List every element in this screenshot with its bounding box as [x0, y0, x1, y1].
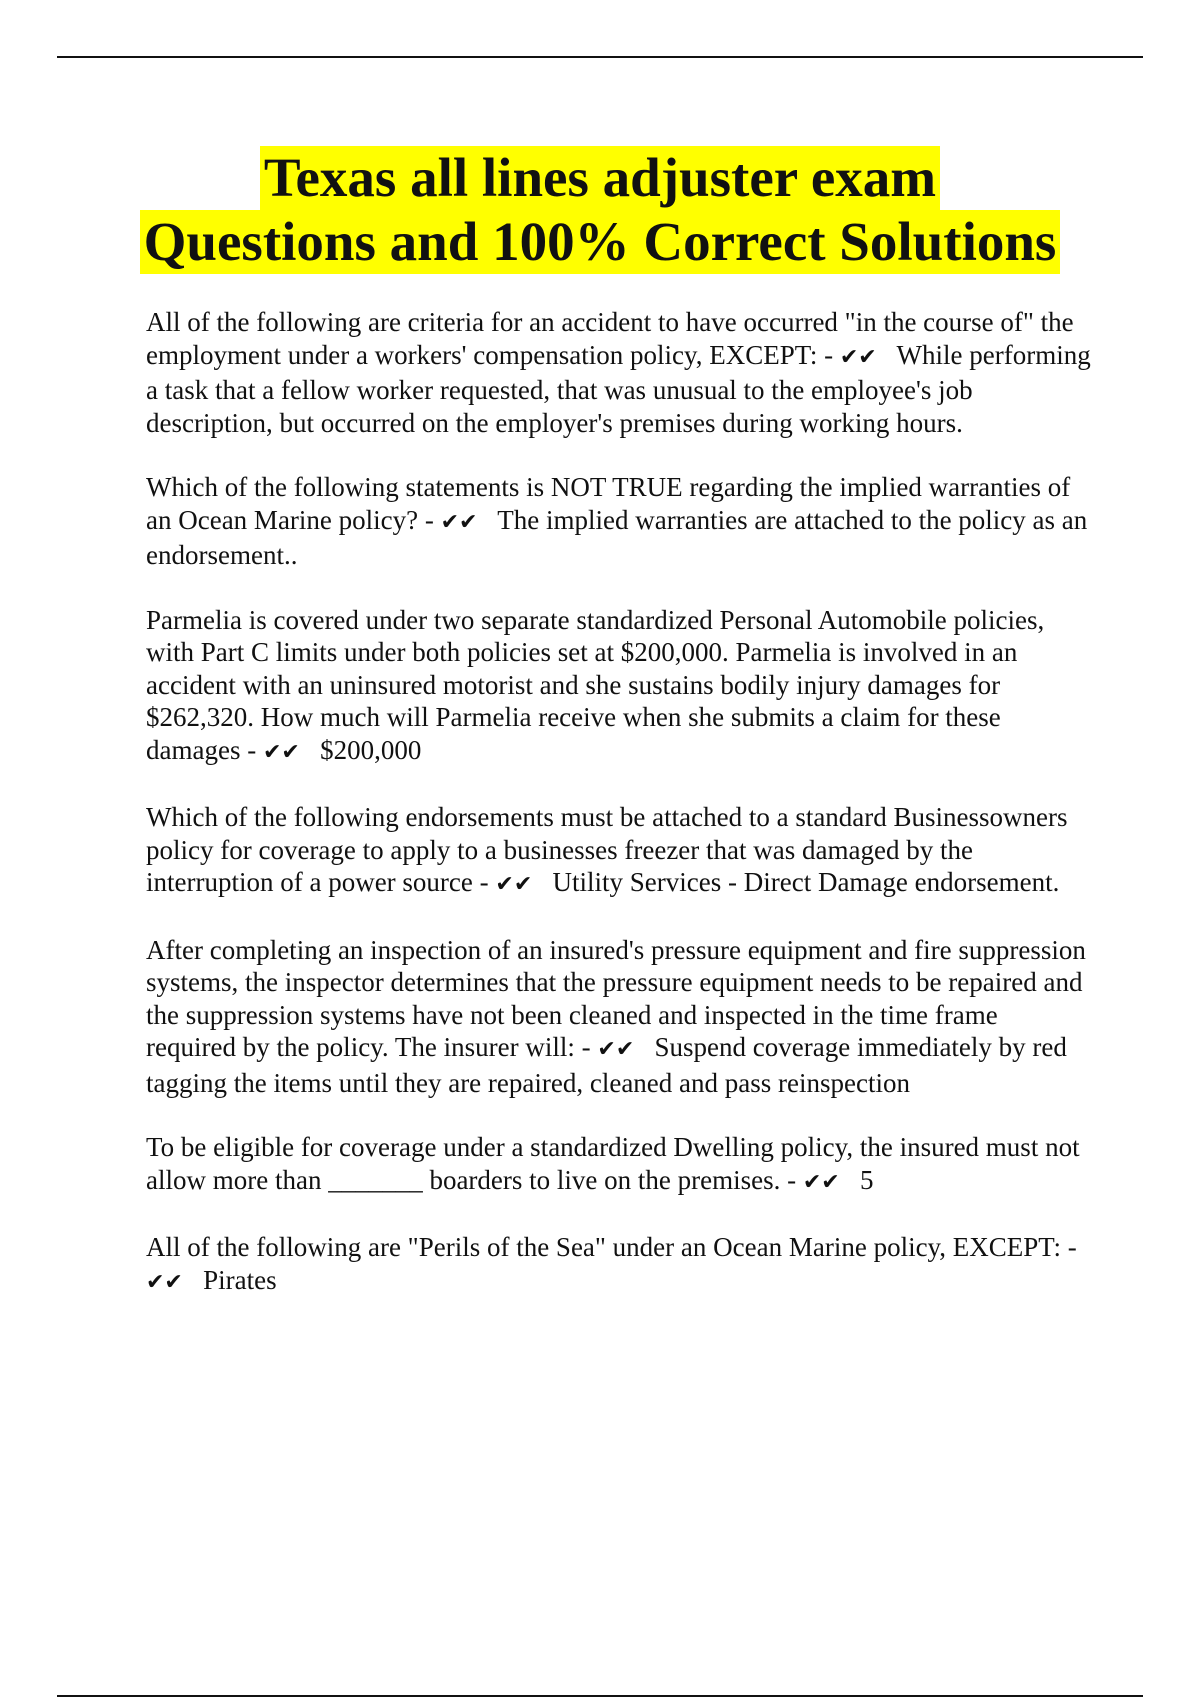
answer-text: $200,000: [320, 734, 422, 765]
question-text: All of the following are criteria for an accident to have occurred "in the course of" the employment under a workers' compensation policy, EXCEPT: -: [146, 307, 1074, 370]
bottom-rule: [57, 1695, 1143, 1697]
qa-item: [146, 1231, 1091, 1299]
double-check-icon: ✔✔: [802, 1169, 840, 1195]
title-line-1: Texas all lines adjuster exam: [260, 146, 940, 210]
question-text: After completing an inspection of an insured's pressure equipment and fire suppression systems, the inspector determines that the pressure equipment needs to be repaired and the suppression systems have not been cleaned and inspected in the time frame required by the policy. The insurer will: -: [146, 934, 1086, 1062]
qa-item: [146, 604, 1091, 770]
question-text: Which of the following statements is NOT TRUE regarding the implied warranties of an Ocean Marine policy? -: [146, 472, 1071, 535]
question-text: To be eligible for coverage under a standardized Dwelling policy, the insured must not allow more than _______ boarders to live on the premises. -: [146, 1132, 1080, 1195]
double-check-icon: ✔✔: [146, 1269, 183, 1295]
double-check-icon: ✔✔: [262, 739, 300, 765]
answer-text: While performing a task that a fellow worker requested, that was unusual to the employee's job description, but occurred on the employer's premises during working hours.: [146, 339, 1091, 438]
double-check-icon: ✔✔: [440, 509, 478, 535]
top-rule: [57, 56, 1143, 58]
qa-item: [146, 1131, 1091, 1199]
answer-text: The implied warranties are attached to the policy as an endorsement..: [146, 504, 1088, 570]
qa-item: [146, 801, 1091, 902]
answer-text: 5: [859, 1164, 874, 1195]
qa-item: [146, 306, 1091, 439]
answer-text: Pirates: [203, 1264, 277, 1295]
question-text: Which of the following endorsements must be attached to a standard Businessowners policy for coverage to apply to a businesses freezer that was damaged by the interruption of a power source -: [146, 802, 1068, 897]
double-check-icon: ✔✔: [839, 344, 877, 370]
qa-list: [146, 306, 1091, 1331]
question-text: Parmelia is covered under two separate standardized Personal Automobile policies, with Part C limits under both policies set at $200,000. Parmelia is involved in an accident with an uninsured motorist and she sustains bodily injury damages for $262,320. How much will Parmelia receive when she submits a claim for these damages -: [146, 604, 1045, 765]
answer-text: Utility Services - Direct Damage endorsement.: [552, 867, 1060, 897]
double-check-icon: ✔✔: [495, 872, 533, 897]
qa-item: [146, 471, 1091, 572]
double-check-icon: ✔✔: [597, 1037, 635, 1062]
title-line-2: Questions and 100% Correct Solutions: [140, 210, 1061, 274]
document-title: [0, 146, 1200, 274]
answer-text: Suspend coverage immediately by red tagging the items until they are repaired, cleaned and pass reinspection: [146, 1032, 1067, 1098]
qa-item: [146, 934, 1091, 1100]
question-text: All of the following are "Perils of the Sea" under an Ocean Marine policy, EXCEPT: -: [146, 1232, 1077, 1262]
